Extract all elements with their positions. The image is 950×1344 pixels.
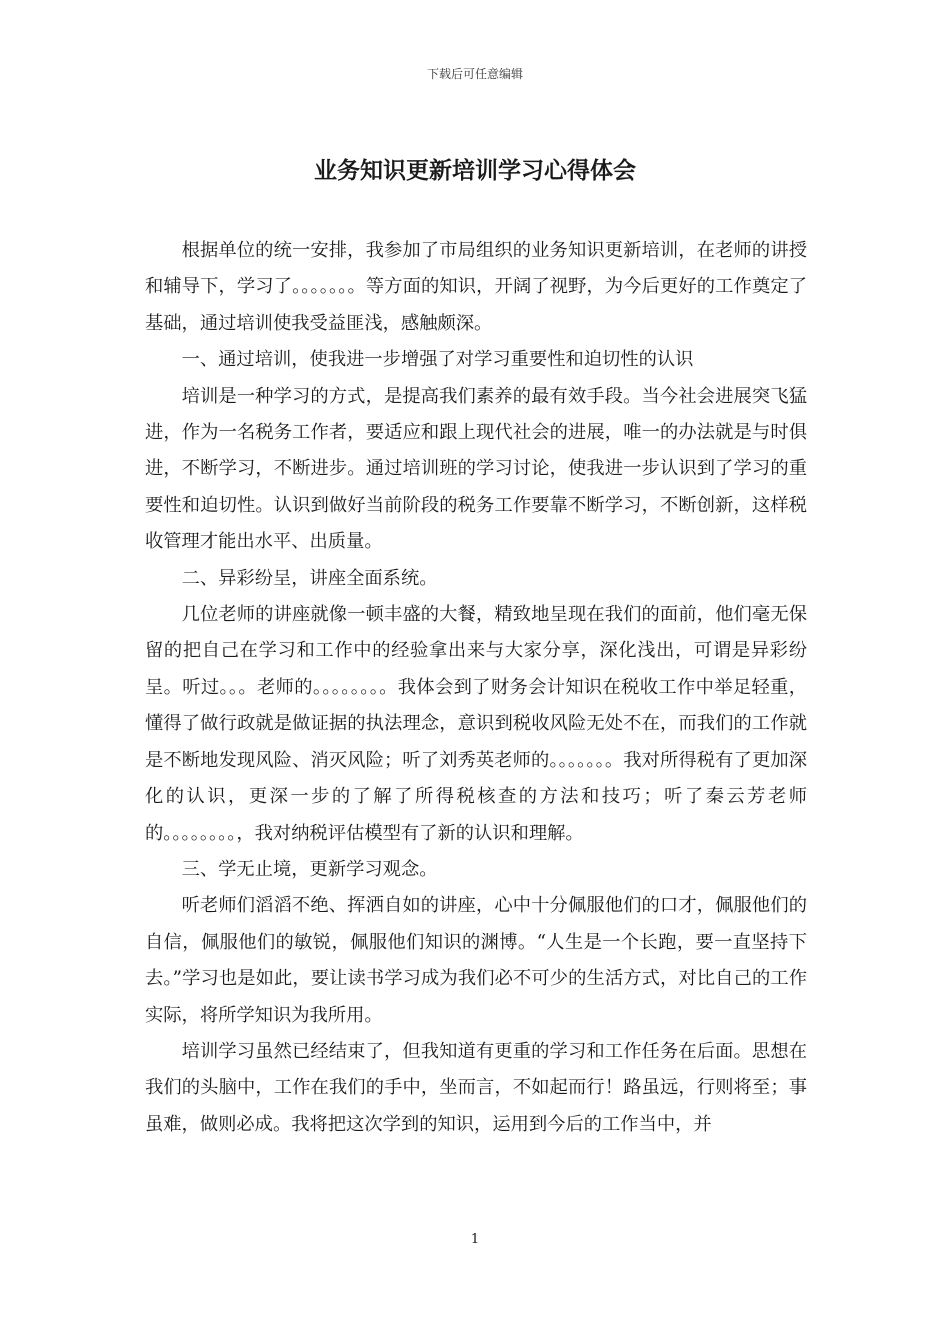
page-number: 1: [470, 1232, 480, 1247]
paragraph-1: 培训是一种学习的方式，是提高我们素养的最有效手段。当今社会进展突飞猛进，作为一名税务工作者，要适应和跟上现代社会的进展，唯一的办法就是与时俱进，不断学习，不断进步。通过培训班的学习讨论，使我进一步认识到了学习的重要性和迫切性。认识到做好当前阶段的税务工作要靠不断学习，不断创新，这样税收管理才能出水平、出质量。: [145, 385, 807, 553]
paragraph-2: 几位老师的讲座就像一顿丰盛的大餐，精致地呈现在我们的面前，他们毫无保留的把自己在学习和工作中的经验拿出来与大家分享，深化浅出，可谓是异彩纷呈。听过。。。老师的。。。。。。。。我体会到了财务会计知识在税收工作中举足轻重，懂得了做行政就是做证据的执法理念，意识到税收风险无处不在，而我们的工作就是不断地发现风险、消灭风险；听了刘秀英老师的。。。。。。。我对所得税有了更加深化的认识，更深一步的了解了所得税核查的方法和技巧；听了秦云芳老师的。。。。。。。。，我对纳税评估模型有了新的认识和理解。: [145, 604, 807, 844]
section-heading-1: 一、通过培训，使我进一步增强了对学习重要性和迫切性的认识: [181, 349, 694, 371]
page-header: 下载后可任意编辑: [426, 67, 523, 81]
paragraph-3: 听老师们滔滔不绝、挥洒自如的讲座，心中十分佩服他们的口才，佩服他们的自信，佩服他们的敏锐，佩服他们知识的渊博。“人生是一个长跑，要一直坚持下去。”学习也是如此，要让读书学习成为我们必不可少的生活方式，对比自己的工作实际，将所学知识为我所用。: [145, 895, 807, 1026]
section-heading-2: 二、异彩纷呈，讲座全面系统。: [181, 567, 438, 589]
document-body: [145, 233, 807, 1143]
paragraph-intro: 根据单位的统一安排，我参加了市局组织的业务知识更新培训，在老师的讲授和辅导下，学习了。。。。。。。等方面的知识，开阔了视野，为今后更好的工作奠定了基础，通过培训使我受益匪浅，感触颇深。: [145, 240, 807, 334]
document-title: 业务知识更新培训学习心得体会: [314, 157, 636, 184]
paragraph-4: 培训学习虽然已经结束了，但我知道有更重的学习和工作任务在后面。思想在我们的头脑中，工作在我们的手中，坐而言，不如起而行！路虽远，行则将至；事虽难，做则必成。我将把这次学到的知识，运用到今后的工作当中，并: [145, 1040, 807, 1135]
section-heading-3: 三、学无止境，更新学习观念。: [181, 858, 438, 880]
